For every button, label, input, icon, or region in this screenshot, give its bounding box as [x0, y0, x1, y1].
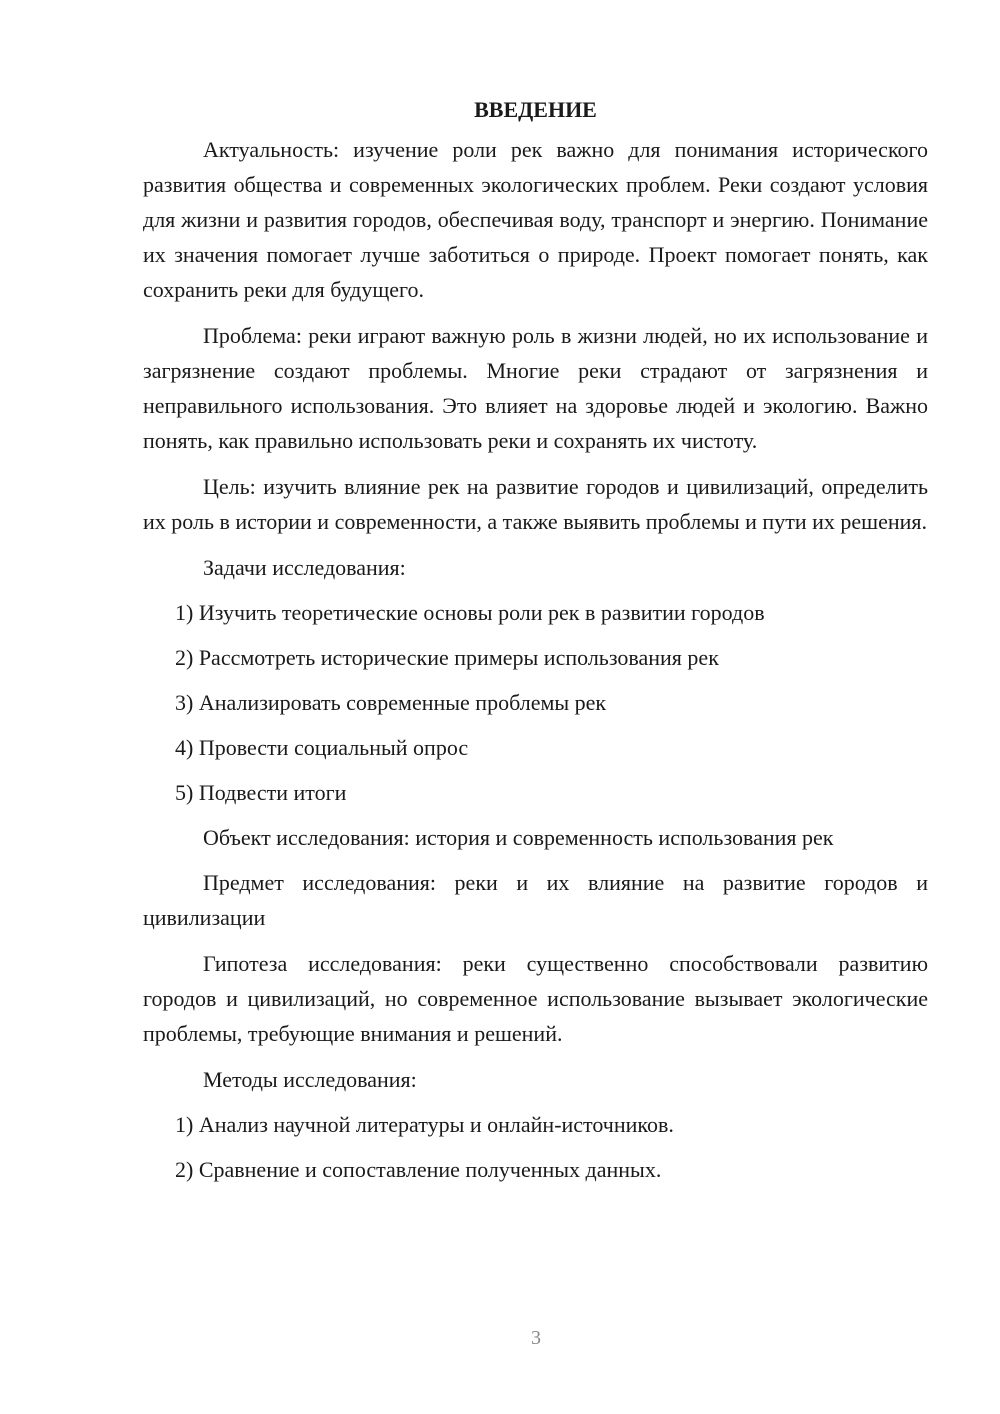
methods-heading: Методы исследования: [203, 1067, 417, 1092]
task-item: 1) Изучить теоретические основы роли рек в развитии городов [175, 600, 765, 625]
hypothesis-paragraph: Гипотеза исследования: реки существенно способствовали развитию городов и цивилизаций, но современное использование вызывает экологические проблемы, требующие внимания и решений. [143, 951, 928, 1046]
task-item: 4) Провести социальный опрос [175, 735, 469, 760]
task-item: 2) Рассмотреть исторические примеры использования рек [175, 645, 719, 670]
method-item: 2) Сравнение и сопоставление полученных данных. [175, 1157, 662, 1182]
document-body [143, 92, 928, 1197]
problem-paragraph: Проблема: реки играют важную роль в жизни людей, но их использование и загрязнение создают проблемы. Многие реки страдают от загрязнения и неправильного использования. Это влияет на здоровье людей и экологию. Важно понять, как правильно использовать реки и сохранять их чистоту. [143, 323, 928, 453]
goal-paragraph: Цель: изучить влияние рек на развитие городов и цивилизаций, определить их роль в истории и современности, а также выявить проблемы и пути их решения. [143, 474, 928, 534]
page-number: 3 [531, 1327, 541, 1349]
relevance-paragraph: Актуальность: изучение роли рек важно для понимания исторического развития общества и современных экологических проблем. Реки создают условия для жизни и развития городов, обеспечивая воду, транспорт и энергию. Понимание их значения помогает лучше заботиться о природе. Проект помогает понять, как сохранить реки для будущего. [143, 137, 928, 302]
task-item: 3) Анализировать современные проблемы рек [175, 690, 607, 715]
task-item: 5) Подвести итоги [175, 780, 347, 805]
method-item: 1) Анализ научной литературы и онлайн-источников. [175, 1112, 674, 1137]
tasks-heading: Задачи исследования: [203, 555, 406, 580]
subject-paragraph: Предмет исследования: реки и их влияние на развитие городов и цивилизации [143, 870, 928, 930]
section-title: ВВЕДЕНИЕ [474, 97, 597, 122]
object-line: Объект исследования: история и современность использования рек [203, 825, 834, 850]
